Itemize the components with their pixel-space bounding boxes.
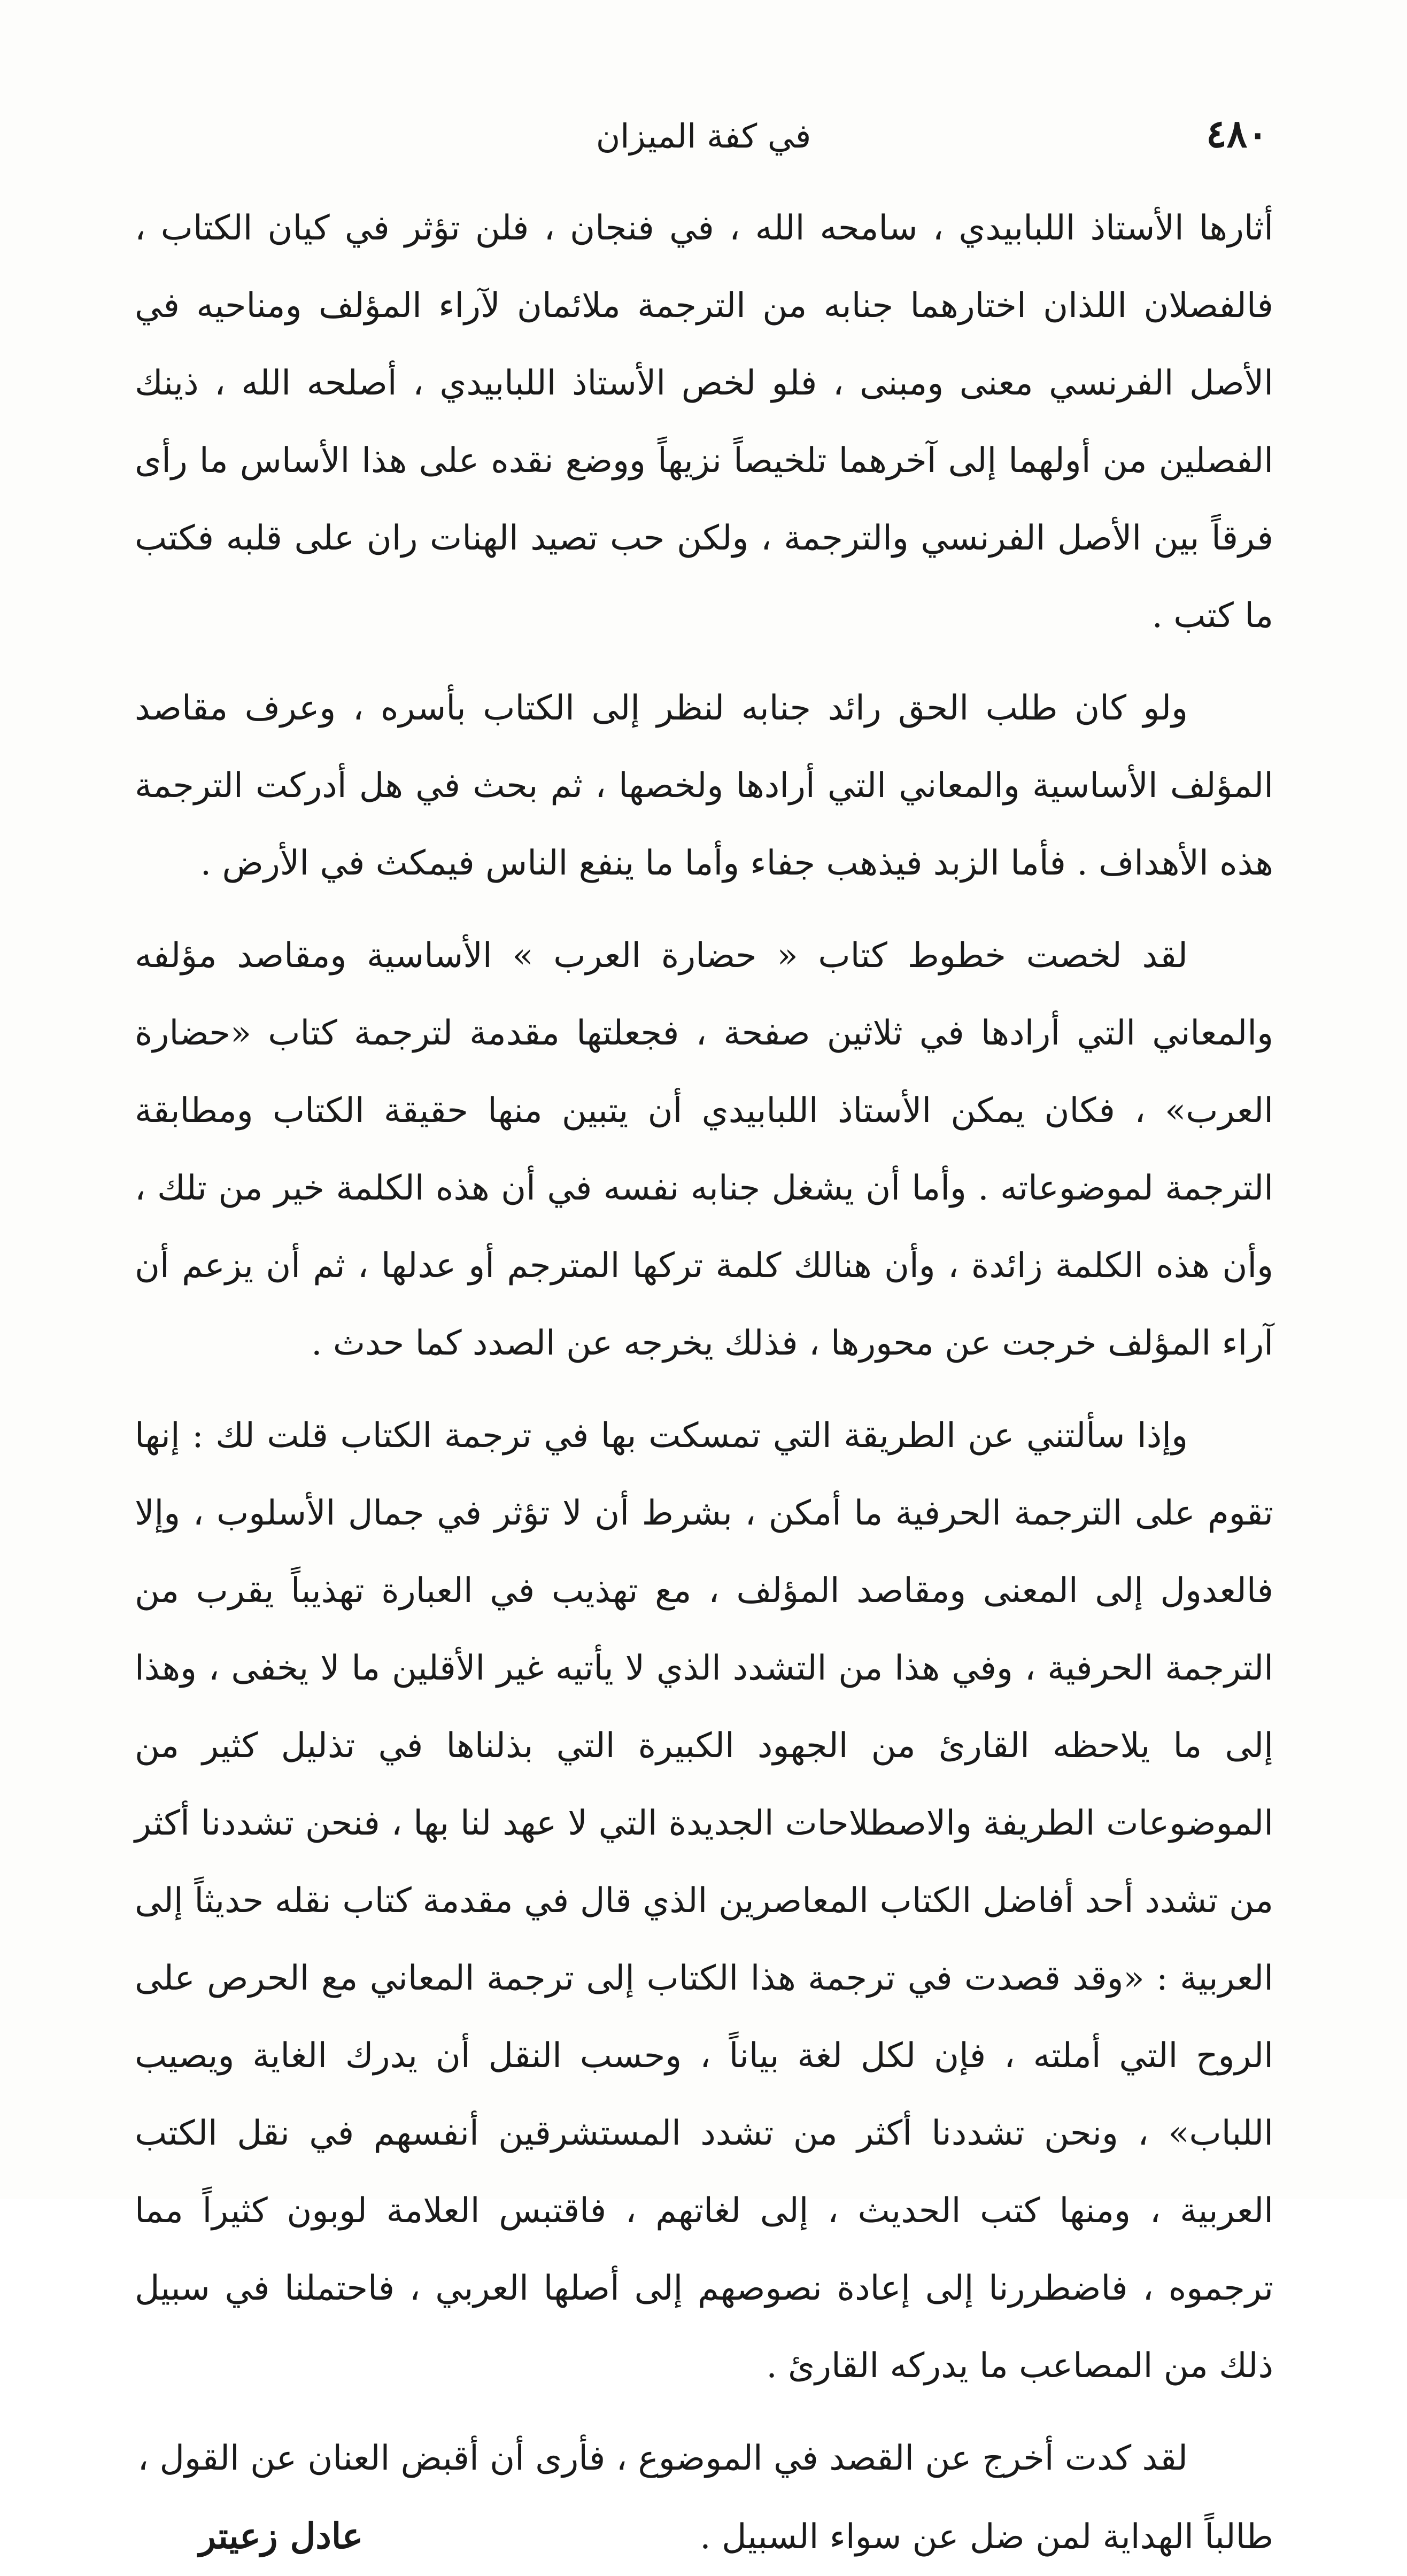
body-text bbox=[135, 190, 1273, 2576]
paragraph-1: أثارها الأستاذ اللبابيدي ، سامحه الله ، في فنجان ، فلن تؤثر في كيان الكتاب ، فالفصلان اللذان اختارهما جنابه من الترجمة ملائمان لآراء المؤلف ومناحيه في الأصل الفرنسي معنى ومبنى ، فلو لخص الأستاذ اللبابيدي ، أصلحه الله ، ذينك الفصلين من أولهما إلى آخرهما تلخيصاً نزيهاً ووضع نقده على هذا الأساس ما رأى فرقاً بين الأصل الفرنسي والترجمة ، ولكن حب تصيد الهنات ران على قلبه فكتب ما كتب . bbox=[135, 208, 1274, 636]
paragraph-3: لقد لخصت خطوط كتاب « حضارة العرب » الأساسية ومقاصد مؤلفه والمعاني التي أرادها في ثلاثين صفحة ، فجعلتها مقدمة لترجمة كتاب «حضارة العرب» ، فكان يمكن الأستاذ اللبابيدي أن يتبين منها حقيقة الكتاب ومطابقة الترجمة لموضوعاته . وأما أن يشغل جنابه نفسه في أن هذه الكلمة خير من تلك ، وأن هذه الكلمة زائدة ، وأن هنالك كلمة تركها المترجم أو عدلها ، ثم أن يزعم أن آراء المؤلف خرجت عن محورها ، فذلك يخرجه عن الصدد كما حدث . bbox=[135, 936, 1274, 1363]
author-signature: عادل زعيتر bbox=[199, 2515, 364, 2557]
closing-final-line: طالباً الهداية لمن ضل عن سواء السبيل . bbox=[700, 2517, 1273, 2557]
page-header bbox=[139, 107, 1268, 166]
page-number: ٤٨٠ bbox=[1205, 111, 1268, 156]
signature-line bbox=[135, 2497, 1273, 2576]
paragraph-4: وإذا سألتني عن الطريقة التي تمسكت بها في ترجمة الكتاب قلت لك : إنها تقوم على الترجمة الحرفية ما أمكن ، بشرط أن لا تؤثر في جمال الأسلوب ، وإلا فالعدول إلى المعنى ومقاصد المؤلف ، مع تهذيب في العبارة تهذيباً يقرب من الترجمة الحرفية ، وفي هذا من التشدد الذي لا يأتيه غير الأقلين ما لا يخفى ، وهذا إلى ما يلاحظه القارئ من الجهود الكبيرة التي بذلناها في تذليل كثير من الموضوعات الطريفة والاصطلاحات الجديدة التي لا عهد لنا بها ، فنحن تشددنا أكثر من تشدد أحد أفاضل الكتاب المعاصرين الذي قال في مقدمة كتاب نقله حديثاً إلى العربية : «وقد قصدت في ترجمة هذا الكتاب إلى ترجمة المعاني مع الحرص على الروح التي أملته ، فإن لكل لغة بياناً ، وحسب النقل أن يدرك الغاية ويصيب اللباب» ، ونحن تشددنا أكثر من تشدد المستشرقين أنفسهم في نقل الكتب العربية ، ومنها كتب الحديث ، إلى لغاتهم ، فاقتبس العلامة لوبون كثيراً مما ترجموه ، فاضطررنا إلى إعادة نصوصهم إلى أصلها العربي ، فاحتملنا في سبيل ذلك من المصاعب ما يدركه القارئ . bbox=[135, 1416, 1274, 2386]
closing-line: لقد كدت أخرج عن القصد في الموضوع ، فأرى أن أقبض العنان عن القول ، bbox=[137, 2439, 1188, 2478]
paragraph-2: ولو كان طلب الحق رائد جنابه لنظر إلى الكتاب بأسره ، وعرف مقاصد المؤلف الأساسية والمعاني التي أرادها ولخصها ، ثم بحث في هل أدركت الترجمة هذه الأهداف . فأما الزبد فيذهب جفاء وأما ما ينفع الناس فيمكث في الأرض . bbox=[135, 689, 1273, 883]
running-head: في كفة الميزان bbox=[596, 117, 811, 156]
